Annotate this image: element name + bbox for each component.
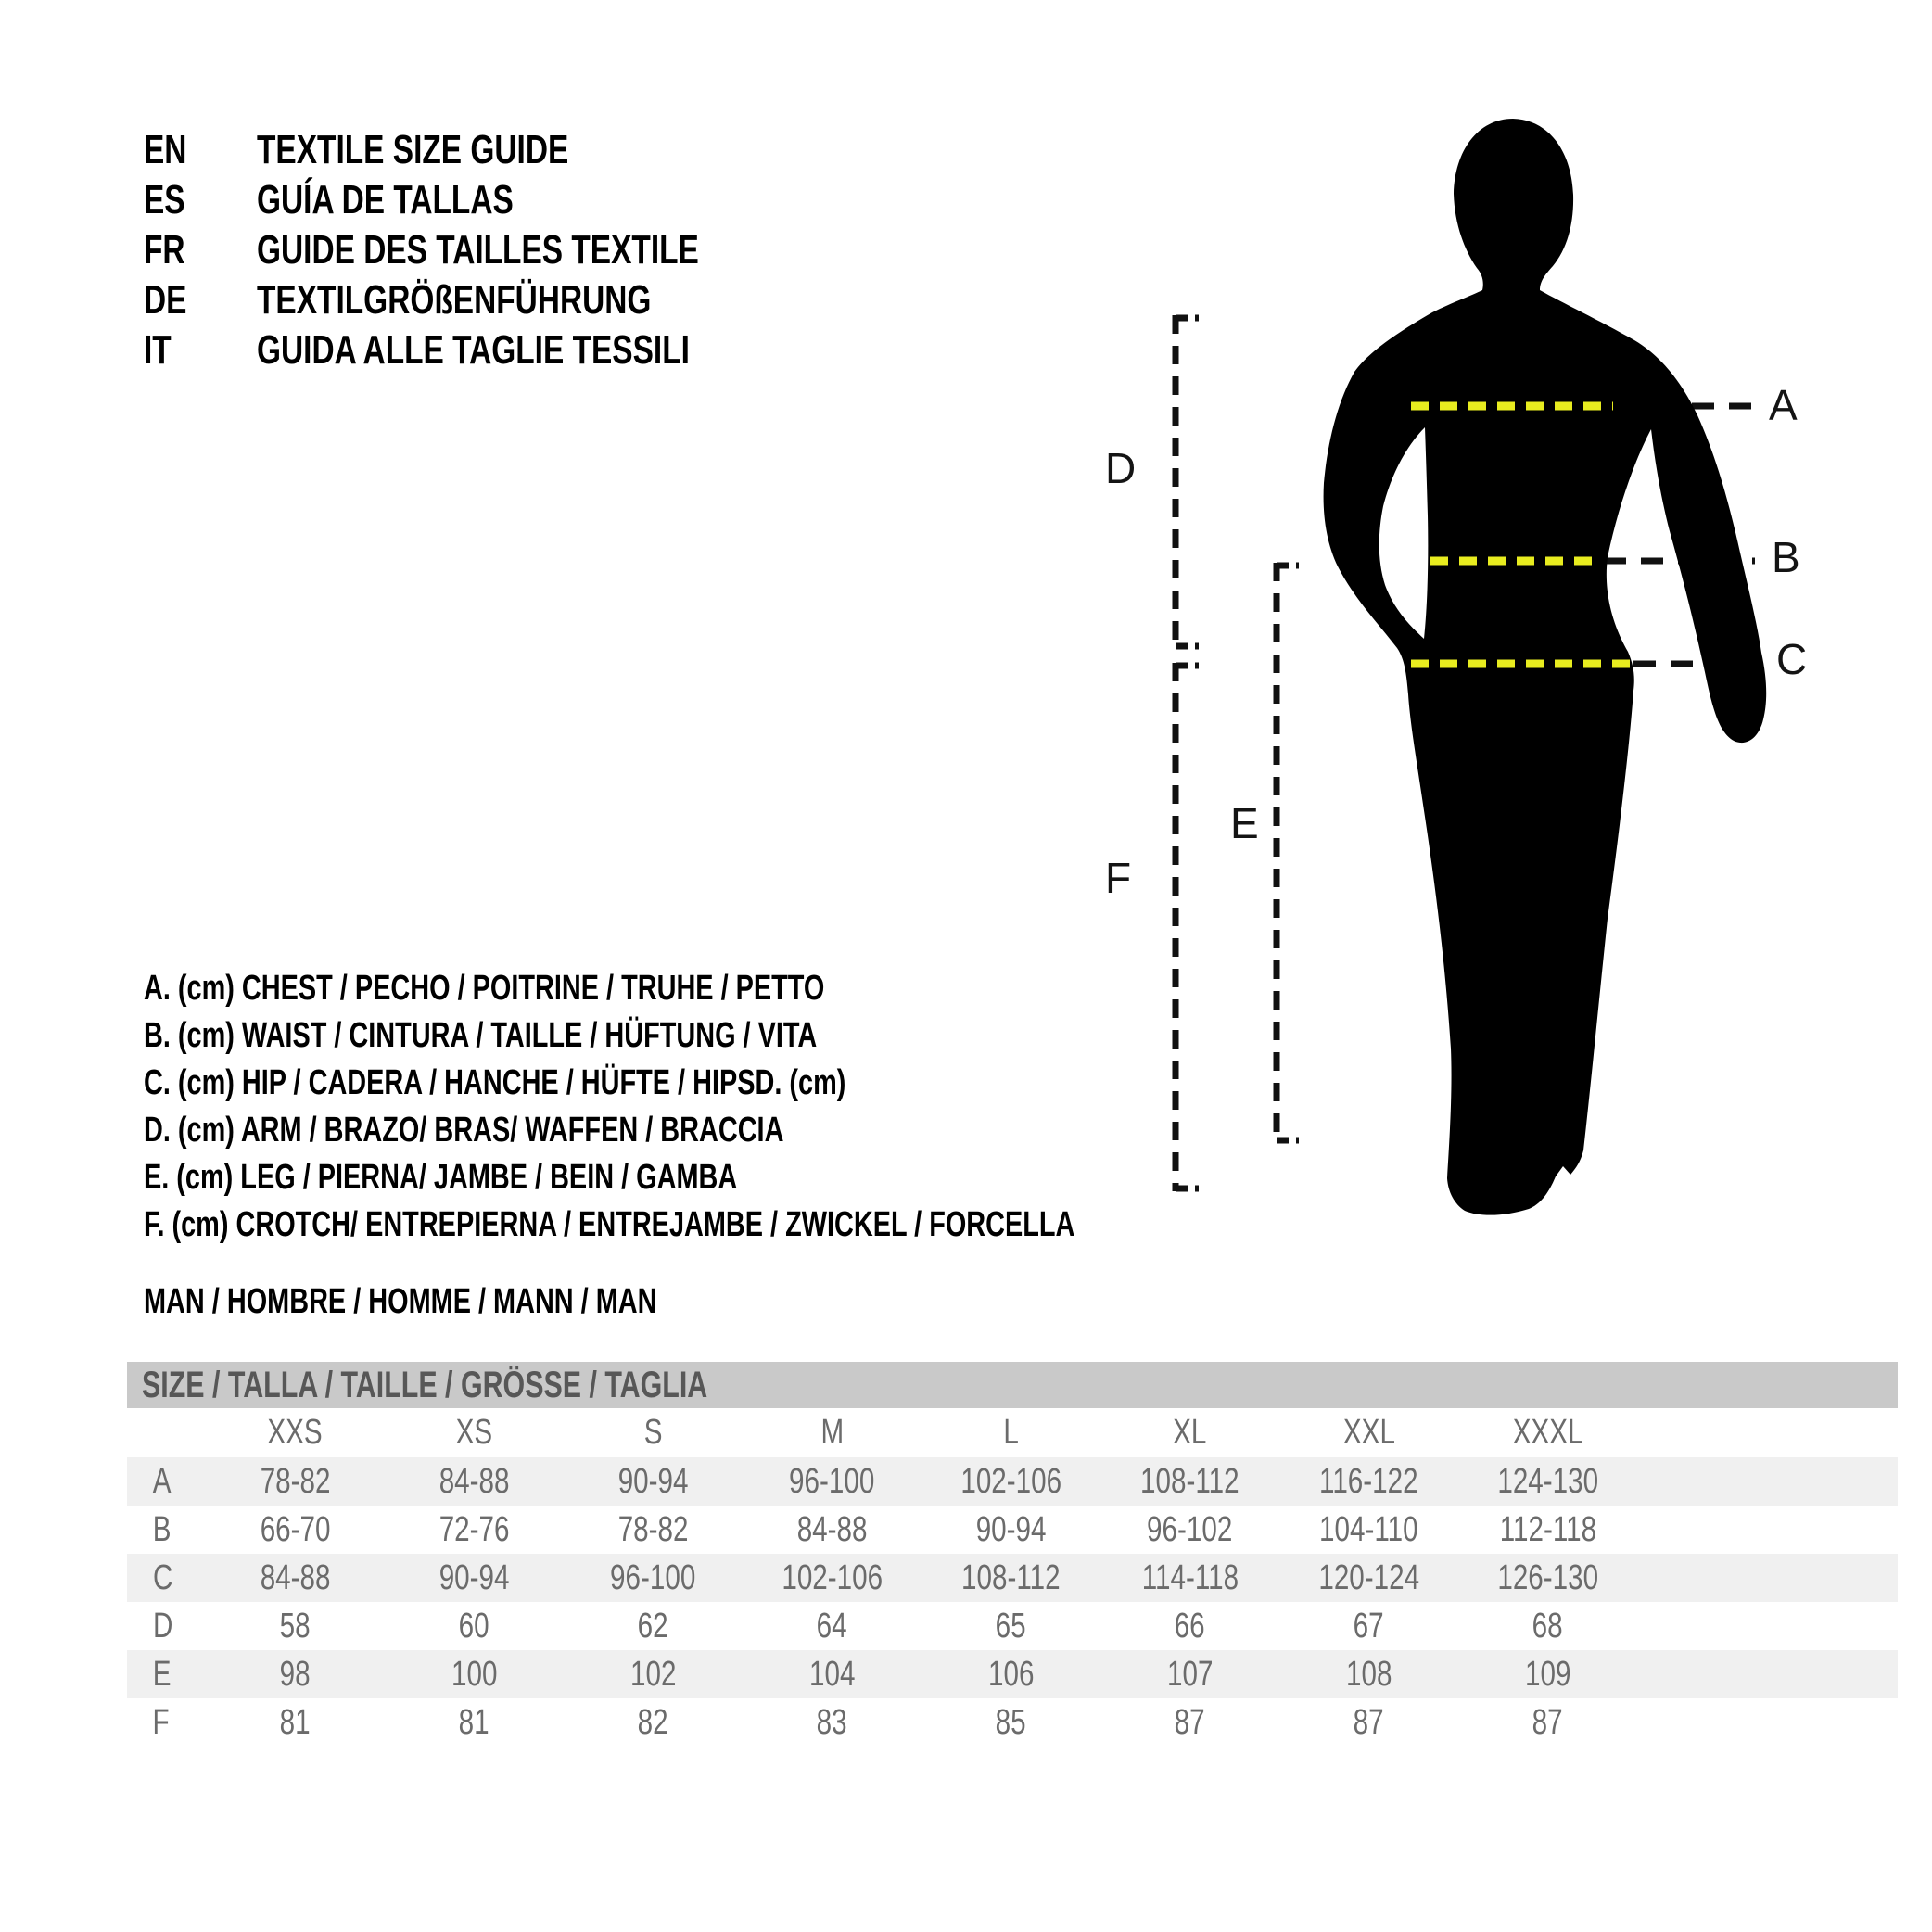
- cell-value: 65: [996, 1606, 1026, 1646]
- row-label: F: [152, 1702, 170, 1742]
- cell-value: 116-122: [1319, 1461, 1418, 1501]
- table-row-chest: [127, 1457, 1898, 1506]
- size-table-title: SIZE / TALLA / TAILLE / GRÖSSE / TAGLIA: [142, 1364, 708, 1405]
- cell-value: 102-106: [960, 1461, 1061, 1501]
- table-row-waist: [127, 1506, 1898, 1554]
- cell-value: 66-70: [260, 1509, 331, 1549]
- size-col-xs: XS: [455, 1413, 493, 1452]
- man-silhouette: [1324, 119, 1767, 1215]
- crotch-marker-label: F: [1105, 853, 1132, 902]
- language-title: TEXTILGRÖßENFÜHRUNG: [257, 277, 652, 323]
- row-label: D: [153, 1606, 173, 1646]
- language-code: DE: [144, 277, 187, 323]
- language-code: EN: [144, 127, 187, 172]
- cell-value: 67: [1354, 1606, 1384, 1646]
- cell-value: 102: [629, 1654, 677, 1694]
- cell-value: 108: [1345, 1654, 1392, 1694]
- cell-value: 96-100: [610, 1557, 696, 1597]
- category-line-text: MAN / HOMBRE / HOMME / MANN / MAN: [144, 1281, 657, 1321]
- language-title: TEXTILE SIZE GUIDE: [257, 127, 569, 172]
- cell-value: 84-88: [439, 1461, 510, 1501]
- size-col-m: M: [820, 1413, 844, 1452]
- cell-value: 78-82: [617, 1509, 689, 1549]
- cell-value: 66: [1175, 1606, 1205, 1646]
- cell-value: 104-110: [1319, 1509, 1418, 1549]
- cell-value: 120-124: [1318, 1557, 1419, 1597]
- language-code: ES: [144, 177, 185, 222]
- cell-value: 106: [987, 1654, 1035, 1694]
- cell-value: 87: [1175, 1702, 1205, 1742]
- cell-value: 126-130: [1497, 1557, 1598, 1597]
- size-col-xl: XL: [1173, 1413, 1207, 1452]
- size-table: [127, 1362, 1898, 1747]
- cell-value: 58: [280, 1606, 311, 1646]
- cell-value: 102-106: [782, 1557, 883, 1597]
- language-title: GUIDA ALLE TAGLIE TESSILI: [257, 327, 690, 373]
- cell-value: 90-94: [975, 1509, 1047, 1549]
- cell-value: 87: [1354, 1702, 1384, 1742]
- measurement-legend: [144, 965, 1369, 1249]
- size-col-xxl: XXL: [1342, 1413, 1395, 1452]
- cell-value: 100: [451, 1654, 498, 1694]
- cell-value: 68: [1532, 1606, 1563, 1646]
- size-table-header-bar: [127, 1362, 1898, 1408]
- cell-value: 78-82: [260, 1461, 331, 1501]
- cell-value: 124-130: [1497, 1461, 1598, 1501]
- table-row-leg: [127, 1650, 1898, 1698]
- size-col-l: L: [1003, 1413, 1019, 1452]
- cell-value: 62: [638, 1606, 668, 1646]
- legend-chest: A. (cm) CHEST / PECHO / POITRINE / TRUHE / PETTO: [144, 969, 825, 1008]
- cell-value: 114-118: [1141, 1557, 1239, 1597]
- table-row-hip: [127, 1554, 1898, 1602]
- cell-value: 81: [459, 1702, 489, 1742]
- legend-leg: E. (cm) LEG / PIERNA/ JAMBE / BEIN / GAMBA: [144, 1158, 738, 1197]
- cell-value: 84-88: [260, 1557, 331, 1597]
- cell-value: 82: [638, 1702, 668, 1742]
- legend-waist: B. (cm) WAIST / CINTURA / TAILLE / HÜFTUNG / VITA: [144, 1016, 818, 1055]
- cell-value: 87: [1532, 1702, 1563, 1742]
- cell-value: 104: [808, 1654, 856, 1694]
- cell-value: 96-100: [789, 1461, 875, 1501]
- cell-value: 108-112: [1140, 1461, 1239, 1501]
- language-title: GUÍA DE TALLAS: [257, 177, 514, 222]
- size-columns-row: [127, 1408, 1898, 1457]
- language-code: IT: [144, 327, 172, 373]
- row-label: E: [152, 1654, 172, 1694]
- cell-value: 72-76: [439, 1509, 510, 1549]
- leg-marker-label: E: [1230, 798, 1259, 847]
- language-title: GUIDE DES TAILLES TEXTILE: [257, 227, 699, 273]
- row-label: C: [153, 1557, 173, 1597]
- cell-value: 98: [280, 1654, 311, 1694]
- cell-value: 84-88: [796, 1509, 868, 1549]
- cell-value: 64: [817, 1606, 847, 1646]
- size-col-xxxl: XXXL: [1512, 1413, 1583, 1452]
- arm-marker-label: D: [1105, 443, 1137, 492]
- cell-value: 90-94: [439, 1557, 510, 1597]
- legend-hip: C. (cm) HIP / CADERA / HANCHE / HÜFTE / HIPSD. (cm): [144, 1063, 846, 1102]
- cell-value: 109: [1524, 1654, 1571, 1694]
- legend-arm: D. (cm) ARM / BRAZO/ BRAS/ WAFFEN / BRACCIA: [144, 1111, 784, 1150]
- cell-value: 85: [996, 1702, 1026, 1742]
- cell-value: 107: [1166, 1654, 1214, 1694]
- size-col-s: S: [643, 1413, 663, 1452]
- table-row-crotch: [127, 1698, 1898, 1747]
- chest-marker-label: A: [1769, 380, 1798, 429]
- row-label: A: [152, 1461, 172, 1501]
- table-row-arm: [127, 1602, 1898, 1650]
- cell-value: 60: [459, 1606, 489, 1646]
- cell-value: 108-112: [961, 1557, 1061, 1597]
- language-code: FR: [144, 227, 185, 273]
- cell-value: 90-94: [617, 1461, 689, 1501]
- cell-value: 96-102: [1147, 1509, 1233, 1549]
- row-label: B: [152, 1509, 172, 1549]
- legend-crotch: F. (cm) CROTCH/ ENTREPIERNA / ENTREJAMBE / ZWICKEL / FORCELLA: [144, 1205, 1075, 1244]
- cell-value: 81: [280, 1702, 311, 1742]
- waist-marker-label: B: [1772, 532, 1800, 581]
- size-col-xxs: XXS: [267, 1413, 324, 1452]
- cell-value: 83: [817, 1702, 847, 1742]
- category-line: [144, 1282, 819, 1321]
- hip-marker-label: C: [1776, 634, 1808, 683]
- cell-value: 112-118: [1499, 1509, 1596, 1549]
